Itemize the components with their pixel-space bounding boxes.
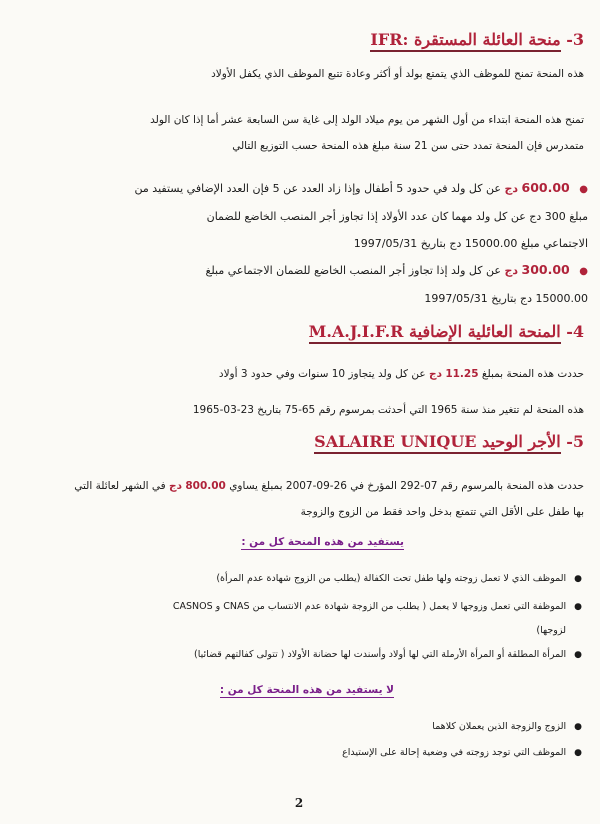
section-3-number: 3- bbox=[566, 30, 584, 49]
non-beneficiary-item-2: ●الموظف التي توجد زوجته في وضعية إحالة على الإستيداع bbox=[342, 747, 582, 758]
section-4-code: M.A.J.I.F.R bbox=[308, 322, 404, 341]
section-5-title: الأجر الوحيد bbox=[482, 432, 561, 451]
page-number: 2 bbox=[294, 796, 304, 810]
section-5-number: 5- bbox=[566, 432, 584, 451]
bullet-dot-icon: ● bbox=[574, 748, 582, 758]
section-4-title: المنحة العائلية الإضافية bbox=[409, 322, 561, 341]
bullet-dot-icon: ● bbox=[574, 722, 582, 732]
section-4-para-2: هذه المنحة لم تتغير منذ سنة 1965 التي أحدثت بمرسوم رقم 65-75 بتاريخ 23-03-1965 bbox=[192, 404, 584, 416]
section-3-para-2b: متمدرس فإن المنحة تمدد حتى سن 21 سنة مبلغ هذه المنحة حسب التوزيع التالي bbox=[232, 140, 584, 152]
amount-800: 800.00 bbox=[185, 480, 226, 492]
bullet-dot-icon: ● bbox=[574, 650, 582, 660]
beneficiary-item-2-cont: لزوجها) bbox=[536, 625, 566, 636]
amount-300: 300.00 bbox=[521, 262, 570, 277]
bullet-dot-icon: ● bbox=[579, 184, 588, 195]
section-4-number: 4- bbox=[566, 322, 584, 341]
amount-11-25: 11.25 bbox=[445, 368, 479, 380]
currency-label: دج bbox=[504, 182, 519, 195]
bullet-1-line-1: عن كل ولد في حدود 5 أطفال وإذا زاد العدد عن 5 فإن العدد الإضافي يستفيد من bbox=[134, 182, 501, 195]
bullet-2-line-2: 15000.00 دج بتاريخ 1997/05/31 bbox=[424, 292, 588, 305]
beneficiary-item-2: ●الموظفة التي تعمل وزوجها لا يعمل ( يطلب من الزوجة شهادة عدم الانتساب من CNAS و CASNOS bbox=[172, 601, 582, 612]
beneficiary-item-1: ●الموظف الذي لا تعمل زوجته ولها طفل تحت الكفالة (يطلب من الزوج شهادة عدم المرأة) bbox=[216, 573, 582, 584]
section-3-code: IFR: bbox=[370, 30, 409, 49]
section-5-para-2: بها طفل على الأقل التي تتمتع بدخل واحد فقط من الزوج والزوجة bbox=[300, 506, 584, 518]
section-4-para-1-pre: حددت هذه المنحة بمبلغ bbox=[481, 368, 584, 380]
bullet-1-line-3: الاجتماعي مبلغ 15000.00 دج بتاريخ 1997/05/31 bbox=[353, 237, 588, 250]
non-beneficiaries-heading: لا يستفيد من هذه المنحة كل من : bbox=[219, 684, 394, 696]
beneficiary-item-3: ●المرأة المطلقة أو المرأة الأرملة التي لها أولاد وأسندت لها حضانة الأولاد ( تتولى كفالتهم قضائيا) bbox=[194, 649, 582, 660]
section-5-para-1 bbox=[18, 474, 584, 498]
section-5-para-1-pre: حددت هذه المنحة بالمرسوم رقم 07-292 المؤرخ في 26-09-2007 بمبلغ يساوي bbox=[229, 480, 584, 492]
section-3-para-1: هذه المنحة تمنح للموظف الذي يتمتع بولد أو أكثر وعادة تتبع الموظف الذي يكفل الأولاد bbox=[211, 68, 584, 80]
section-4-para-1 bbox=[18, 362, 584, 386]
currency-label: دج bbox=[504, 264, 519, 277]
bullet-1-line-2: مبلغ 300 دج عن كل ولد مهما كان عدد الأولاد إذا تجاوز أجر المنصب الخاضع للضمان bbox=[206, 210, 588, 223]
currency-label: دج bbox=[429, 368, 442, 380]
bullet-dot-icon: ● bbox=[574, 574, 582, 584]
section-3-para-2a: تمنح هذه المنحة ابتداء من أول الشهر من يوم ميلاد الولد إلى غاية سن السابعة عشر أما إذا كان الولد bbox=[150, 114, 584, 126]
section-3-bullet-2 bbox=[30, 256, 588, 312]
section-5-heading bbox=[314, 432, 584, 451]
section-4-heading bbox=[309, 322, 584, 341]
section-3-bullet-1 bbox=[30, 174, 588, 257]
section-5-code: SALAIRE UNIQUE bbox=[314, 432, 477, 451]
currency-label: دج bbox=[169, 480, 182, 492]
bullet-dot-icon: ● bbox=[574, 602, 582, 612]
non-beneficiary-item-1: ●الزوج والزوجة الذين يعملان كلاهما bbox=[432, 721, 582, 732]
section-4-para-1-post: عن كل ولد يتجاوز 10 سنوات وفي حدود 3 أولاد bbox=[218, 368, 426, 380]
beneficiaries-heading: يستفيد من هذه المنحة كل من : bbox=[241, 536, 404, 548]
bullet-2-line-1: عن كل ولد إذا تجاوز أجر المنصب الخاضع للضمان الاجتماعي مبلغ bbox=[205, 264, 501, 277]
bullet-dot-icon: ● bbox=[579, 266, 588, 277]
section-3-heading bbox=[370, 30, 584, 49]
section-5-para-1-post: في الشهر لعائلة التي bbox=[74, 480, 166, 492]
section-3-title: منحة العائلة المستقرة bbox=[413, 30, 561, 49]
amount-600: 600.00 bbox=[521, 180, 570, 195]
